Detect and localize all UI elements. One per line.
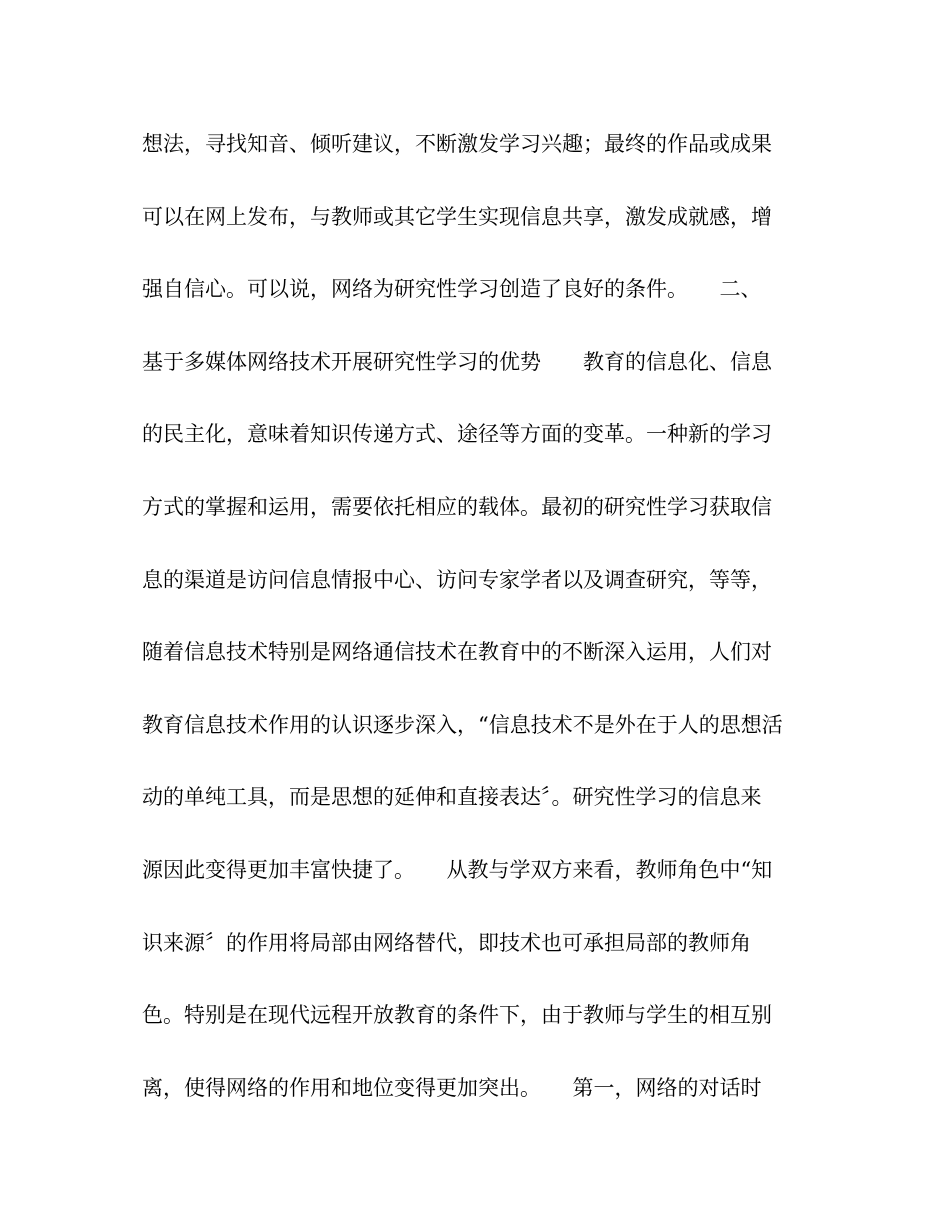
text-line: 可以在网上发布，与教师或其它学生实现信息共享，激发成就感，增 <box>142 204 772 229</box>
text-line: 识来源〞的作用将局部由网络替代，即技术也可承担局部的教师角 <box>142 930 751 955</box>
text-line: 息的渠道是访问信息情报中心、访问专家学者以及调查研究，等等， <box>142 567 772 592</box>
text-line: 强自信心。可以说，网络为研究性学习创造了良好的条件。 二、 <box>142 277 762 302</box>
text-line: 方式的掌握和运用，需要依托相应的载体。最初的研究性学习获取信 <box>142 494 772 519</box>
text-line: 的民主化，意味着知识传递方式、途径等方面的变革。一种新的学习 <box>142 422 772 447</box>
text-line: 动的单纯工具，而是思想的延伸和直接表达〞。研究性学习的信息来 <box>142 785 762 810</box>
text-line: 基于多媒体网络技术开展研究性学习的优势 教育的信息化、信息 <box>142 349 772 374</box>
text-line: 离，使得网络的作用和地位变得更加突出。 第一，网络的对话时 <box>142 1075 762 1100</box>
text-line: 想法，寻找知音、倾听建议，不断激发学习兴趣；最终的作品或成果 <box>142 132 772 156</box>
text-line: 源因此变得更加丰富快捷了。 从教与学双方来看，教师角色中“知 <box>142 857 773 882</box>
body-text <box>142 124 822 1140</box>
text-line: 色。特别是在现代远程开放教育的条件下，由于教师与学生的相互别 <box>142 1003 772 1028</box>
text-line: 随着信息技术特别是网络通信技术在教育中的不断深入运用，人们对 <box>142 640 772 665</box>
text-line: 教育信息技术作用的认识逐步深入，“信息技术不是外在于人的思想活 <box>142 712 783 737</box>
